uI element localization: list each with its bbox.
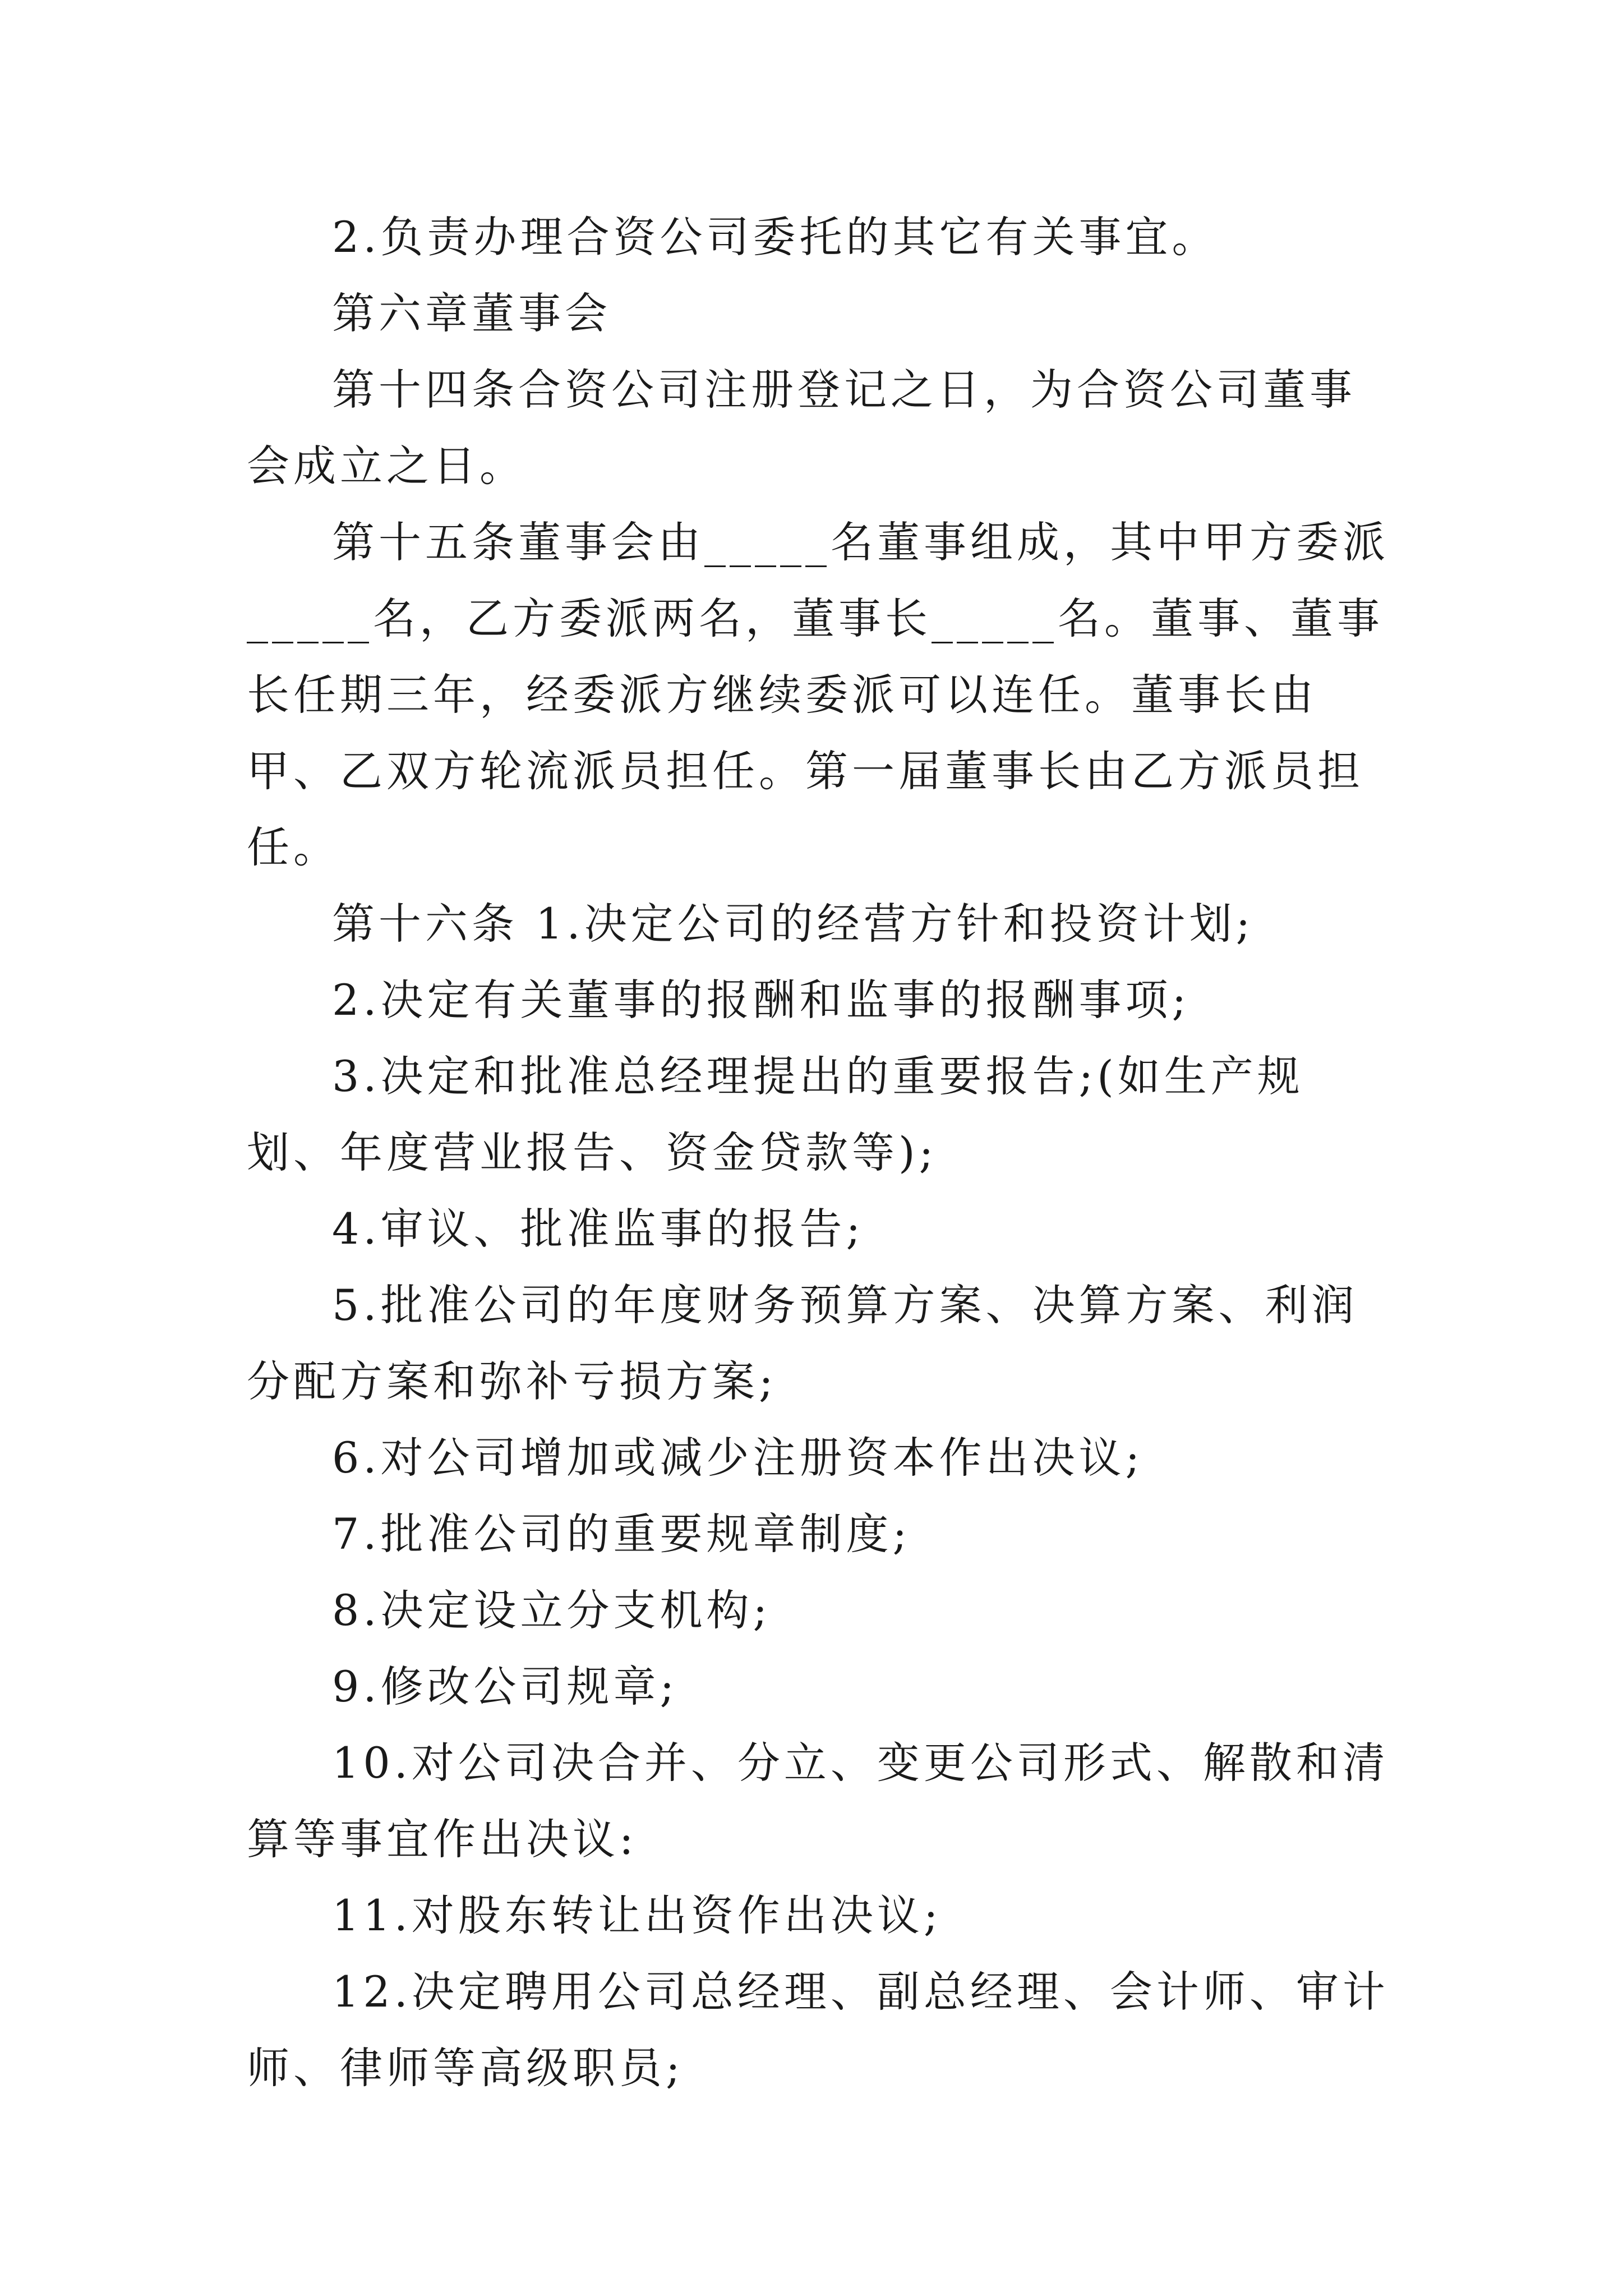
article-16-item-6: 6.对公司增加或减少注册资本作出决议; (332, 1433, 1144, 1483)
article-16-item-3: 3.决定和批准总经理提出的重要报告;(如生产规划、年度营业报告、资金贷款等); (247, 1051, 1304, 1177)
article-16-item-5: 5.批准公司的年度财务预算方案、决算方案、利润分配方案和弥补亏损方案; (247, 1280, 1358, 1406)
paragraph-1: 2.负责办理合资公司委托的其它有关事宜。 (332, 212, 1219, 262)
chapter-heading: 第六章董事会 (332, 288, 611, 338)
article-16-item-4: 4.审议、批准监事的报告; (332, 1204, 865, 1254)
article-16-item-1: 第十六条 1.决定公司的经营方针和投资计划; (332, 899, 1255, 949)
article-16-item-7: 7.批准公司的重要规章制度; (332, 1509, 911, 1559)
article-16-item-10: 10.对公司决合并、分立、变更公司形式、解散和清算等事宜作出决议: (247, 1738, 1389, 1864)
document-body (247, 199, 1391, 2106)
article-16-item-11: 11.对股东转让出资作出决议; (332, 1890, 942, 1940)
article-16-item-12: 12.决定聘用公司总经理、副总经理、会计师、审计师、律师等高级职员; (247, 1967, 1389, 2093)
article-16-item-2: 2.决定有关董事的报酬和监事的报酬事项; (332, 975, 1191, 1025)
article-16-item-8: 8.决定设立分支机构; (332, 1585, 772, 1635)
article-15: 第十五条董事会由_____名董事组成，其中甲方委派_____名，乙方委派两名，董事长_____名。董事、董事长任期三年，经委派方继续委派可以连任。董事长由甲、乙双方轮流派员担任。第一届董事长由乙方派员担任。 (247, 517, 1389, 872)
article-14: 第十四条合资公司注册登记之日，为合资公司董事会成立之日。 (247, 365, 1356, 491)
article-16-item-9: 9.修改公司规章; (332, 1662, 679, 1711)
